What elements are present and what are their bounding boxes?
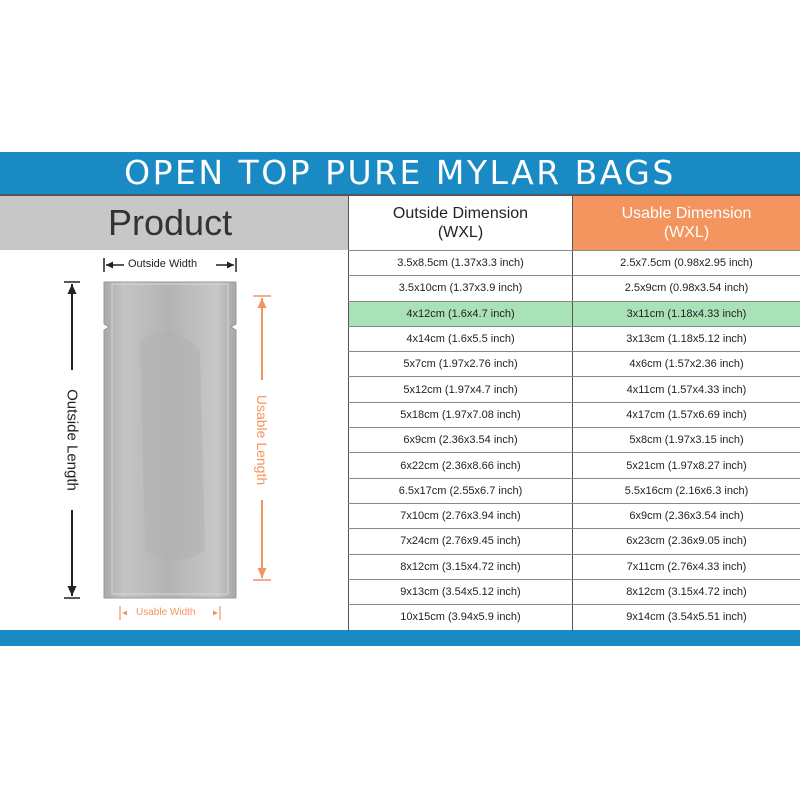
dimension-rows [348,250,800,629]
table-row [348,351,800,376]
usable-dimension-cell: 3x11cm (1.18x4.33 inch) [573,302,800,326]
outside-width-label: Outside Width [128,258,198,270]
outside-dimension-cell: 3.5x8.5cm (1.37x3.3 inch) [397,257,524,270]
table-row [348,554,800,579]
usable-dimension-cell: 9x14cm (3.54x5.51 inch) [626,611,747,624]
outside-dimension-cell: 6x9cm (2.36x3.54 inch) [403,434,518,447]
usable-dimension-cell: 8x12cm (3.15x4.72 inch) [626,586,747,598]
size-table [0,194,800,630]
outside-dimension-header [349,196,572,250]
outside-length-label: Outside Length [63,389,81,491]
usable-dimension-cell: 5.5x16cm (2.16x6.3 inch) [624,484,749,497]
outside-dimension-cell: 7x24cm (2.76x9.45 inch) [400,535,521,548]
table-row [348,528,800,553]
usable-dimension-header [573,196,800,250]
bag-diagram [0,250,348,630]
usable-dimension-cell: 5x21cm (1.97x8.27 inch) [626,459,747,472]
table-row [348,301,800,326]
outside-dimension-cell: 8x12cm (3.15x4.72 inch) [400,560,521,573]
usable-dimension-cell: 6x23cm (2.36x9.05 inch) [626,535,747,548]
table-row [348,376,800,401]
usable-dimension-cell: 5x8cm (1.97x3.15 inch) [629,434,744,447]
bottom-bar [0,630,800,646]
bag-illustration-area [0,250,348,630]
outside-dimension-cell: 10x15cm (3.94x5.9 inch) [400,611,521,624]
table-row [348,478,800,503]
product-header: Product [0,196,348,250]
table-row [348,579,800,604]
usable-dimension-cell: 2.5x9cm (0.98x3.54 inch) [624,282,749,295]
outside-dimension-cell: 4x12cm (1.6x4.7 inch) [349,302,572,326]
table-row [348,452,800,477]
table-row [348,250,800,275]
usable-dimension-cell: 3x13cm (1.18x5.12 inch) [626,333,747,346]
outside-dimension-cell: 5x18cm (1.97x7.08 inch) [400,408,521,421]
outside-dimension-cell: 4x14cm (1.6x5.5 inch) [406,333,515,346]
usable-length-label: Usable Length [254,394,270,486]
outside-dimension-cell: 3.5x10cm (1.37x3.9 inch) [398,282,523,295]
table-row [348,503,800,528]
usable-dimension-cell: 4x17cm (1.57x6.69 inch) [626,408,747,421]
product-panel [0,196,348,630]
outside-dimension-title: Outside Dimension [392,205,529,222]
table-row [348,326,800,351]
outside-dimension-cell: 6x22cm (2.36x8.66 inch) [400,459,521,472]
outside-dimension-cell: 7x10cm (2.76x3.94 inch) [400,510,521,523]
outside-dimension-cell: 5x7cm (1.97x2.76 inch) [403,358,518,371]
table-row [348,275,800,300]
usable-dimension-cell: 2.5x7.5cm (0.98x2.95 inch) [620,257,753,270]
usable-dimension-title: Usable Dimension [621,205,752,222]
table-row [348,604,800,629]
outside-dimension-unit: (WXL) [437,224,484,241]
usable-dimension-cell: 4x6cm (1.57x2.36 inch) [629,358,744,371]
table-row [348,402,800,427]
title-banner [0,152,800,194]
usable-dimension-cell: 6x9cm (2.36x3.54 inch) [629,510,744,523]
page-title: OPEN TOP PURE MYLAR BAGS [124,153,676,192]
outside-dimension-cell: 5x12cm (1.97x4.7 inch) [403,383,518,396]
table-row [348,427,800,452]
usable-dimension-unit: (WXL) [663,224,710,241]
usable-dimension-cell: 4x11cm (1.57x4.33 inch) [626,383,747,396]
usable-dimension-cell: 7x11cm (2.76x4.33 inch) [626,560,747,573]
outside-dimension-cell: 6.5x17cm (2.55x6.7 inch) [398,484,523,497]
outside-dimension-cell: 9x13cm (3.54x5.12 inch) [400,586,521,598]
usable-width-label: Usable Width [136,607,196,618]
